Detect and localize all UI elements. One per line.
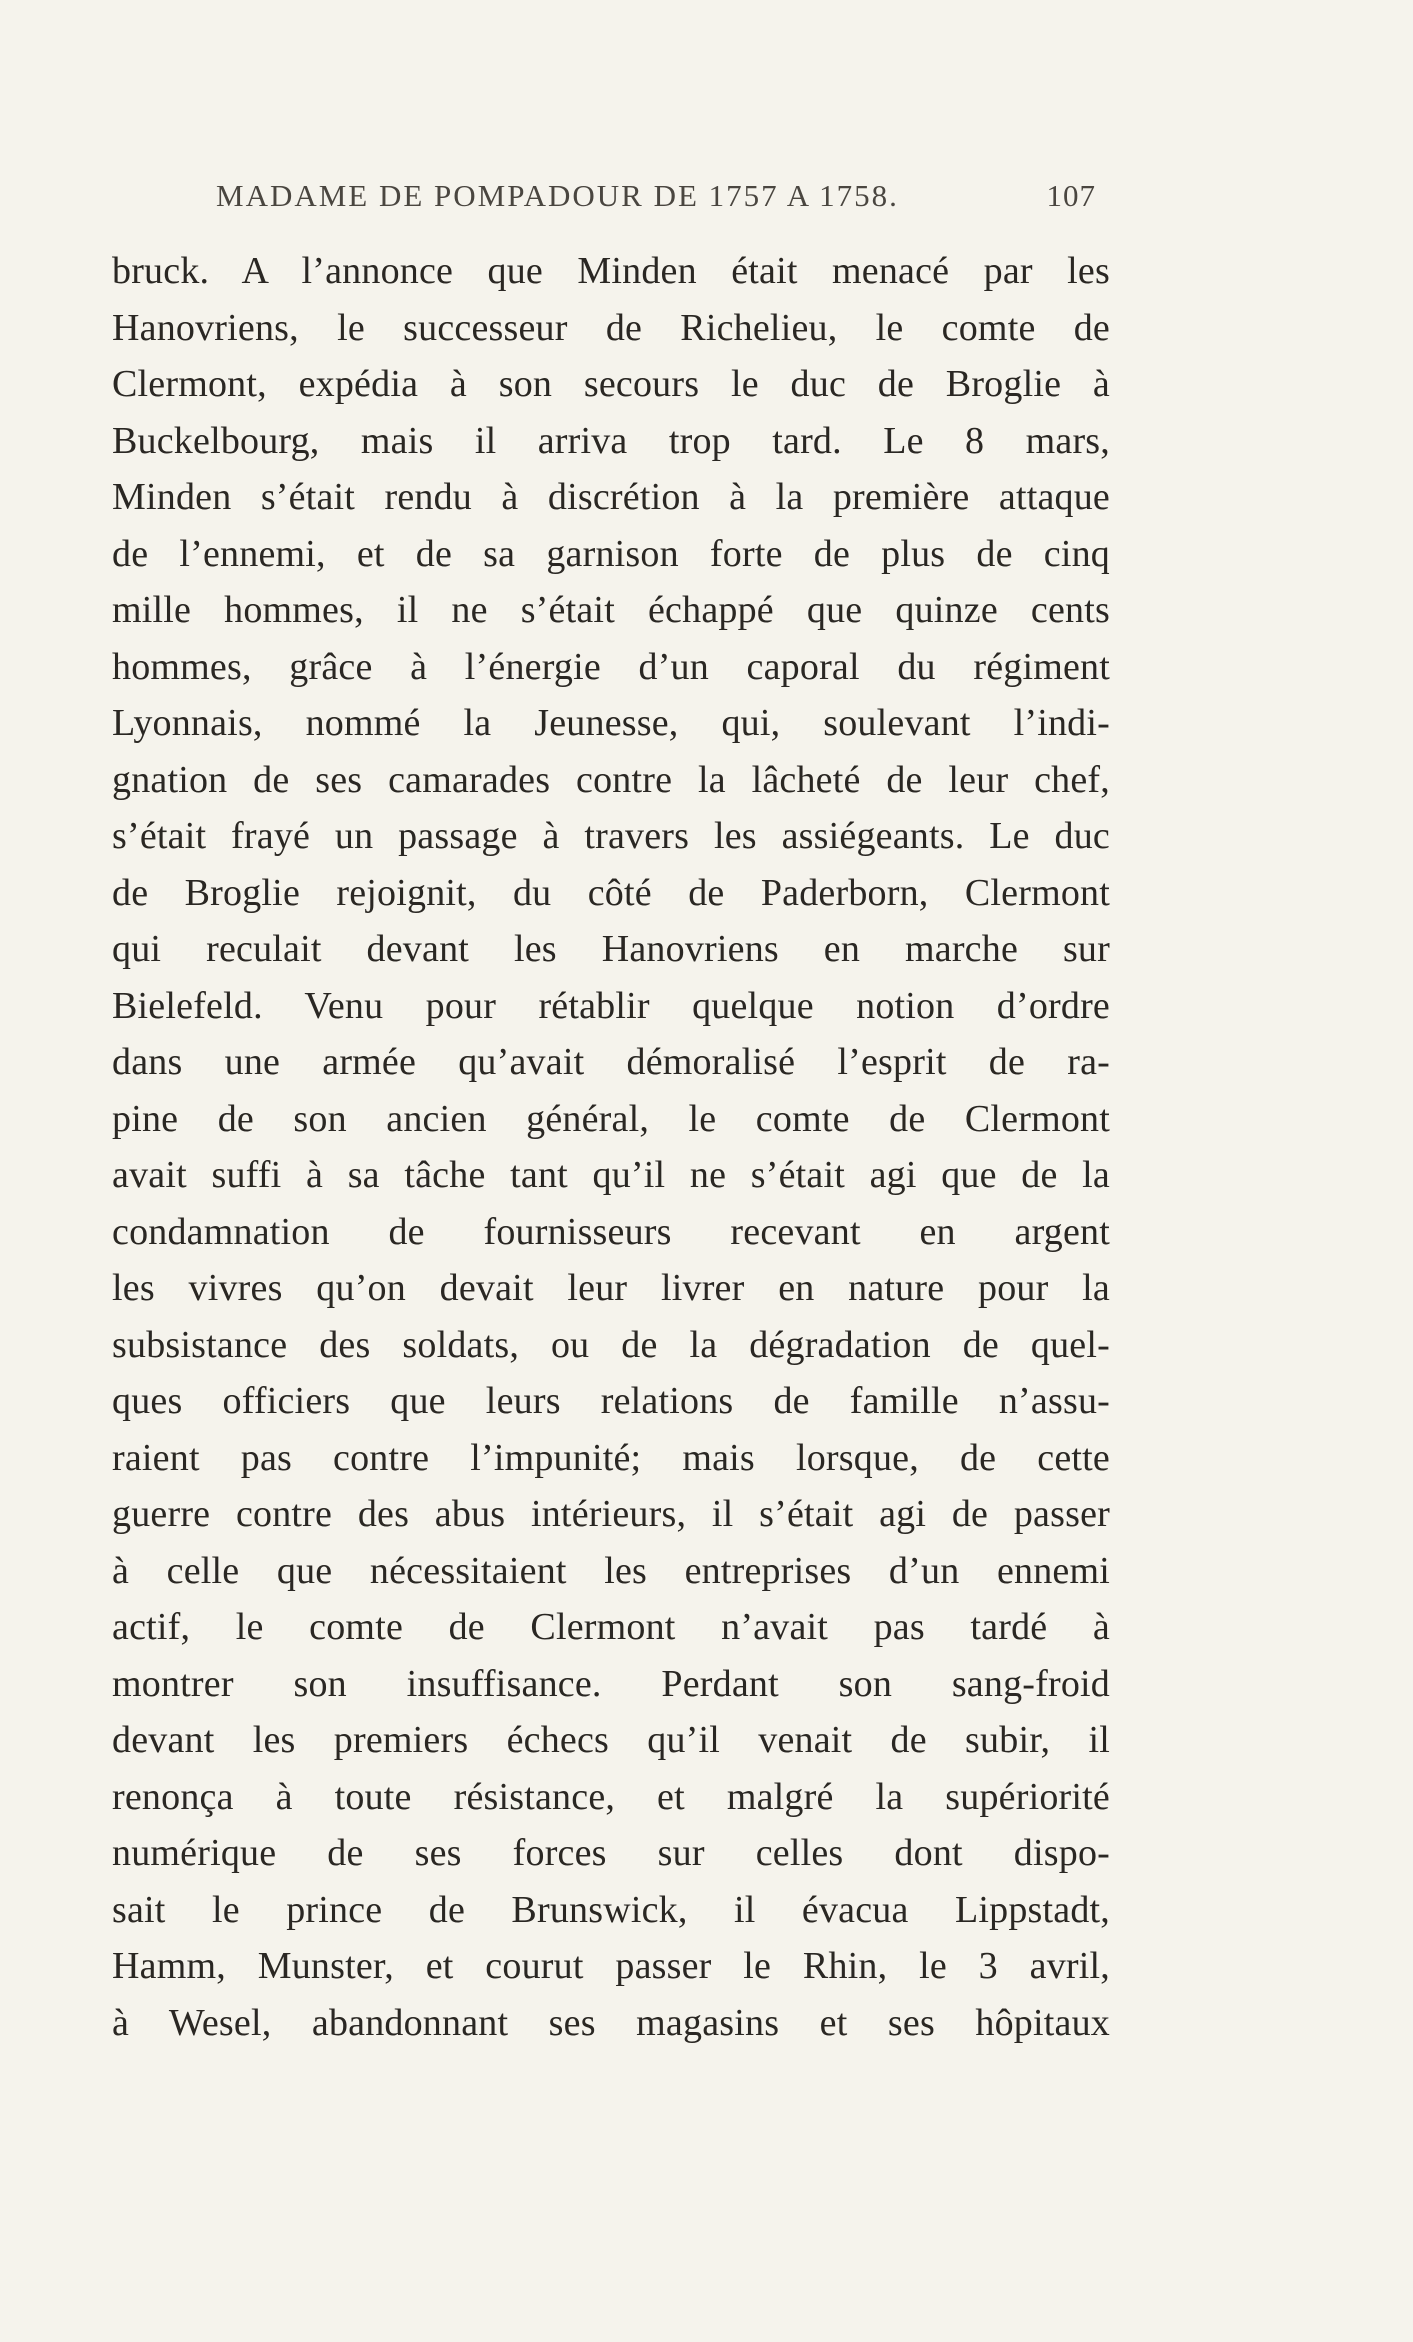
text-line: Bielefeld. Venu pour rétablir quelque notion d’ordre bbox=[112, 984, 1110, 1027]
text-line: hommes, grâce à l’énergie d’un caporal du régiment bbox=[112, 645, 1110, 688]
text-line: devant les premiers échecs qu’il venait de subir, il bbox=[112, 1719, 1110, 1761]
text-line: subsistance des soldats, ou de la dégradation de quel- bbox=[112, 1323, 1110, 1366]
text-line: ques officiers que leurs relations de famille n’assu- bbox=[112, 1380, 1110, 1422]
text-line: à Wesel, abandonnant ses magasins et ses hôpitaux bbox=[112, 2001, 1110, 2044]
text-line: Hamm, Munster, et courut passer le Rhin, le 3 avril, bbox=[112, 1945, 1110, 1987]
text-line: Buckelbourg, mais il arriva trop tard. Le 8 mars, bbox=[112, 419, 1110, 462]
text-line: guerre contre des abus intérieurs, il s’était agi de passer bbox=[112, 1493, 1110, 1535]
text-line: bruck. A l’annonce que Minden était menacé par les bbox=[112, 250, 1110, 292]
text-line: de Broglie rejoignit, du côté de Paderborn, Clermont bbox=[112, 871, 1110, 914]
text-line: dans une armée qu’avait démoralisé l’esprit de ra- bbox=[112, 1041, 1110, 1083]
text-line: pine de son ancien général, le comte de Clermont bbox=[112, 1097, 1110, 1140]
body-text bbox=[112, 243, 1110, 2051]
running-head bbox=[216, 178, 1096, 218]
text-line: montrer son insuffisance. Perdant son sang-froid bbox=[112, 1662, 1110, 1705]
text-line: à celle que nécessitaient les entreprises d’un ennemi bbox=[112, 1549, 1110, 1592]
page-number: 107 bbox=[1046, 178, 1096, 213]
text-line: Lyonnais, nommé la Jeunesse, qui, soulevant l’indi- bbox=[112, 702, 1110, 744]
text-line: actif, le comte de Clermont n’avait pas tardé à bbox=[112, 1606, 1110, 1648]
text-line: avait suffi à sa tâche tant qu’il ne s’était agi que de la bbox=[112, 1154, 1110, 1196]
text-line: de l’ennemi, et de sa garnison forte de plus de cinq bbox=[112, 532, 1110, 575]
text-line: raient pas contre l’impunité; mais lorsque, de cette bbox=[112, 1436, 1110, 1479]
text-line: gnation de ses camarades contre la lâcheté de leur chef, bbox=[112, 758, 1110, 801]
text-line: s’était frayé un passage à travers les assiégeants. Le duc bbox=[112, 815, 1110, 857]
text-line: Minden s’était rendu à discrétion à la première attaque bbox=[112, 476, 1110, 518]
text-line: renonça à toute résistance, et malgré la supériorité bbox=[112, 1775, 1110, 1818]
text-line: Clermont, expédia à son secours le duc de Broglie à bbox=[112, 363, 1110, 405]
text-line: qui reculait devant les Hanovriens en marche sur bbox=[112, 928, 1110, 970]
text-line: numérique de ses forces sur celles dont dispo- bbox=[112, 1832, 1110, 1874]
text-line: sait le prince de Brunswick, il évacua Lippstadt, bbox=[112, 1888, 1110, 1931]
running-title: MADAME DE POMPADOUR DE 1757 A 1758. bbox=[216, 178, 899, 213]
text-line: Hanovriens, le successeur de Richelieu, le comte de bbox=[112, 306, 1110, 349]
text-line: condamnation de fournisseurs recevant en argent bbox=[112, 1210, 1110, 1253]
text-line: mille hommes, il ne s’était échappé que quinze cents bbox=[112, 589, 1110, 631]
text-line: les vivres qu’on devait leur livrer en nature pour la bbox=[112, 1267, 1110, 1309]
